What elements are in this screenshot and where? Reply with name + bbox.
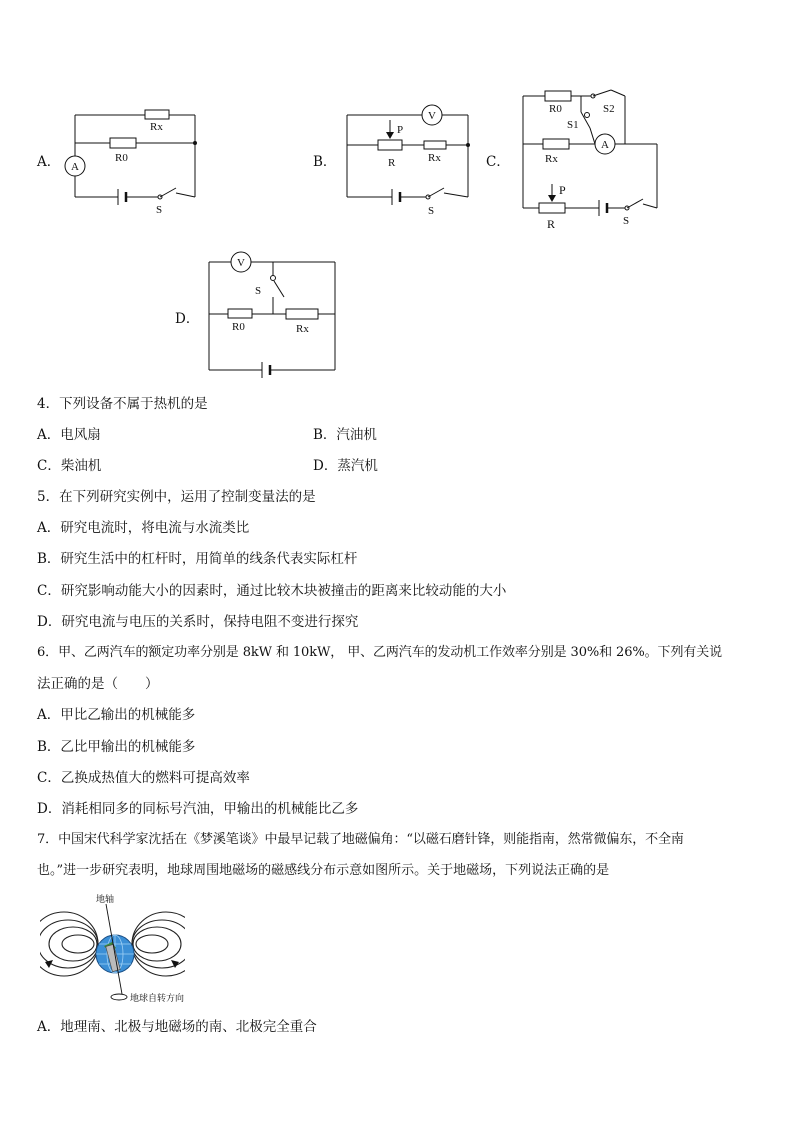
rheostat-r xyxy=(378,140,402,150)
q4-stem: 4．下列设备不属于热机的是 xyxy=(37,396,208,412)
label-rx: Rx xyxy=(150,121,163,133)
resistor-r0 xyxy=(545,91,571,101)
option-a-label: A． xyxy=(37,154,61,170)
label-switch: S xyxy=(428,205,435,217)
label-s1: S1 xyxy=(567,119,579,131)
q4-option-a: A．电风扇 xyxy=(37,427,101,443)
switch-s xyxy=(428,188,444,197)
rotation-label: 地球自转方向 xyxy=(130,993,185,1003)
switch-s xyxy=(627,199,643,208)
label-rx: Rx xyxy=(428,152,441,164)
switch-s2 xyxy=(593,90,611,96)
q5-stem: 5．在下列研究实例中，运用了控制变量法的是 xyxy=(37,489,316,505)
resistor-rx xyxy=(543,139,569,149)
label-switch: S xyxy=(255,285,262,297)
resistor-rx xyxy=(286,309,318,319)
q6-stem-line1: 6．甲、乙两汽车的额定功率分别是 8kW 和 10kW， 甲、乙两汽车的发动机工作效率分别是 30%和 26%。下列有关说 xyxy=(37,645,723,660)
circuit-diagram-d xyxy=(200,250,345,380)
q4-option-c: C．柴油机 xyxy=(37,458,102,474)
label-r: R xyxy=(388,157,396,169)
q7-stem-line2: 也。”进一步研究表明，地球周围地磁场的磁感线分布示意如图所示。关于地磁场，下列说法正确的是 xyxy=(37,863,610,878)
label-r: R xyxy=(547,217,556,231)
resistor-rx xyxy=(424,141,446,149)
circuit-diagram-b xyxy=(340,100,480,220)
switch-s xyxy=(160,188,176,197)
switch-s xyxy=(274,281,284,297)
resistor-rx xyxy=(145,110,169,119)
label-r0: R0 xyxy=(232,321,245,333)
label-s2: S2 xyxy=(603,103,615,115)
rheostat-r xyxy=(539,203,565,213)
q4-option-d: D．蒸汽机 xyxy=(313,458,378,474)
label-p: P xyxy=(397,124,404,136)
q6-option-c: C．乙换成热值大的燃料可提高效率 xyxy=(37,770,250,786)
q6-stem-line2: 法正确的是（ ） xyxy=(37,676,159,692)
label-r0: R0 xyxy=(115,152,128,164)
label-p: P xyxy=(559,183,566,197)
q6-option-d: D．消耗相同多的同标号汽油，甲输出的机械能比乙多 xyxy=(37,801,359,817)
q5-option-d: D．研究电流与电压的关系时，保持电阻不变进行探究 xyxy=(37,614,359,630)
label-switch: S xyxy=(156,204,163,215)
resistor-r0 xyxy=(228,309,252,318)
option-d-label: D． xyxy=(175,311,200,327)
label-r0: R0 xyxy=(549,103,562,115)
q6-option-b: B．乙比甲输出的机械能多 xyxy=(37,739,196,755)
earth-magnetic-field-figure xyxy=(40,890,185,1010)
q5-option-a: A．研究电流时，将电流与水流类比 xyxy=(37,520,250,536)
circuit-diagram-c xyxy=(515,88,665,233)
circuit-diagram-a xyxy=(60,100,210,215)
label-ammeter: A xyxy=(601,139,609,151)
q5-option-c: C．研究影响动能大小的因素时，通过比较木块被撞击的距离来比较动能的大小 xyxy=(37,583,507,599)
label-voltmeter: V xyxy=(237,257,245,269)
q4-option-b: B．汽油机 xyxy=(313,427,377,443)
label-switch: S xyxy=(623,215,630,227)
axis-label: 地轴 xyxy=(96,894,115,904)
q7-option-a: A．地理南、北极与地磁场的南、北极完全重合 xyxy=(37,1019,317,1035)
q5-option-b: B．研究生活中的杠杆时，用简单的线条代表实际杠杆 xyxy=(37,551,358,567)
label-rx: Rx xyxy=(296,323,309,335)
option-c-label: C． xyxy=(486,154,510,170)
q7-stem-line1: 7．中国宋代科学家沈括在《梦溪笔谈》中最早记载了地磁偏角：“以磁石磨针锋，则能指南，然常微偏东，不全南 xyxy=(37,832,684,847)
resistor-r0 xyxy=(110,138,136,148)
label-voltmeter: V xyxy=(428,110,436,122)
option-b-label: B． xyxy=(313,154,337,170)
label-ammeter: A xyxy=(71,161,79,173)
q6-option-a: A．甲比乙输出的机械能多 xyxy=(37,707,196,723)
label-rx: Rx xyxy=(545,153,558,165)
